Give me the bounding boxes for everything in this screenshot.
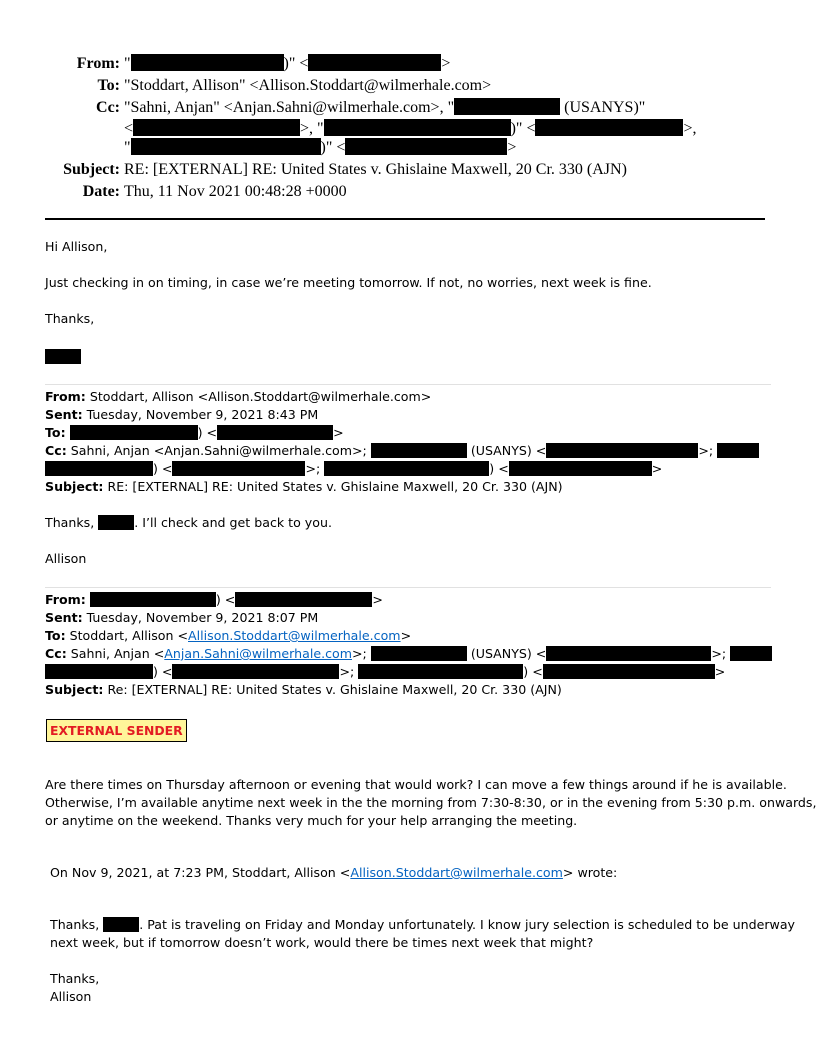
message2-sent: Sent: Tuesday, November 9, 2021 8:43 PM (45, 407, 319, 422)
redaction (131, 138, 321, 155)
message3-cc-line-2: ) < >; ) < > (45, 663, 773, 681)
header-date-row (0, 181, 816, 203)
message3-body-line-2: Otherwise, I’m available anytime next week in the the morning from 7:30-8:30, or in the evening from 5:30 p.m. onwards, (45, 795, 816, 810)
email-link[interactable]: Allison.Stoddart@wilmerhale.com (350, 865, 563, 880)
redaction (98, 515, 134, 530)
message2-signature: Allison (45, 551, 87, 566)
message3-body-line-1: Are there times on Thursday afternoon or evening that would work? I can move a few things around if he is available. (45, 777, 787, 792)
email-link[interactable]: Anjan.Sahni@wilmerhale.com (164, 646, 352, 661)
quoted-body-line-2: next week, but if tomorrow doesn’t work, would there be times next week that might? (50, 935, 594, 950)
header-subject-label: Subject: (63, 161, 120, 178)
redaction (717, 443, 759, 458)
redaction (509, 461, 652, 476)
redaction (324, 119, 511, 136)
redaction (45, 664, 153, 679)
redaction (70, 425, 198, 440)
redaction (90, 592, 216, 607)
message3-sent: Sent: Tuesday, November 9, 2021 8:07 PM (45, 610, 319, 625)
external-sender-badge: EXTERNAL SENDER (46, 719, 187, 742)
redaction (543, 664, 715, 679)
header-subject-row (0, 159, 816, 181)
header-to-value: "Stoddart, Allison" <Allison.Stoddart@wilmerhale.com> (124, 77, 492, 94)
message2-from: From: Stoddart, Allison <Allison.Stoddart@wilmerhale.com> (45, 389, 432, 404)
message1-signoff: Thanks, (45, 311, 95, 326)
email-link[interactable]: Allison.Stoddart@wilmerhale.com (188, 628, 401, 643)
header-from-row (0, 53, 816, 75)
quoted-intro: On Nov 9, 2021, at 7:23 PM, Stoddart, Allison <Allison.Stoddart@wilmerhale.com> wrote: (50, 865, 618, 880)
message-separator (45, 587, 771, 588)
redaction (172, 664, 339, 679)
redaction (730, 646, 772, 661)
redaction (546, 443, 698, 458)
message3-subject: Subject: Re: [EXTERNAL] RE: United States v. Ghislaine Maxwell, 20 Cr. 330 (AJN) (45, 682, 562, 697)
redaction (371, 443, 467, 458)
redaction (546, 646, 711, 661)
header-date-value: Thu, 11 Nov 2021 00:48:28 +0000 (124, 183, 347, 200)
quoted-signature: Allison (50, 989, 92, 1004)
header-cc-row (0, 97, 816, 119)
redaction (45, 461, 153, 476)
message2-subject: Subject: RE: [EXTERNAL] RE: United States v. Ghislaine Maxwell, 20 Cr. 330 (AJN) (45, 479, 563, 494)
redaction (371, 646, 467, 661)
header-date-label: Date: (82, 183, 120, 200)
message2-body: Thanks, . I’ll check and get back to you. (45, 515, 332, 530)
redaction (324, 461, 489, 476)
redaction (535, 119, 683, 136)
redaction (454, 98, 560, 115)
header-cc-line-3: " )" < > (124, 139, 517, 156)
message2-to: To: ) < > (45, 425, 344, 440)
redaction (172, 461, 305, 476)
header-from-label: From: (76, 55, 120, 72)
email-header (0, 53, 816, 203)
redaction (308, 54, 441, 71)
message2-cc-line-2: ) < >; ) < > (45, 460, 773, 478)
redaction (358, 664, 523, 679)
redaction (103, 917, 139, 932)
redaction (235, 592, 372, 607)
header-from-value: " )" < > (124, 55, 451, 72)
header-subject-value: RE: [EXTERNAL] RE: United States v. Ghislaine Maxwell, 20 Cr. 330 (AJN) (124, 161, 627, 178)
message1-greeting: Hi Allison, (45, 239, 108, 254)
header-cc-line-2: < >, " )" < >, (124, 120, 697, 137)
header-to-row (0, 75, 816, 97)
message3-to: To: Stoddart, Allison <Allison.Stoddart@wilmerhale.com> (45, 628, 412, 643)
message3-from: From: ) < > (45, 592, 383, 607)
redaction (217, 425, 333, 440)
header-to-label: To: (97, 77, 120, 94)
redaction (131, 54, 284, 71)
quoted-body-line-1: Thanks, . Pat is traveling on Friday and Monday unfortunately. I know jury selection is scheduled to be underway (50, 917, 796, 932)
message2-cc: Cc: Sahni, Anjan <Anjan.Sahni@wilmerhale.com>; (USANYS) < >; (45, 442, 773, 460)
message3-body-line-3: or anytime on the weekend. Thanks very much for your help arranging the meeting. (45, 813, 578, 828)
header-cc-label: Cc: (96, 99, 120, 116)
message1-signature (45, 348, 773, 366)
message1-body: Just checking in on timing, in case we’re meeting tomorrow. If not, no worries, next week is fine. (45, 275, 652, 290)
message-separator (45, 384, 771, 385)
header-cc-value: "Sahni, Anjan" <Anjan.Sahni@wilmerhale.com>, " (USANYS)" (124, 99, 646, 116)
header-divider (45, 218, 765, 220)
redaction (345, 138, 507, 155)
message3-cc: Cc: Sahni, Anjan <Anjan.Sahni@wilmerhale.com>; (USANYS) < >; (45, 645, 773, 663)
quoted-signoff: Thanks, (50, 971, 100, 986)
redaction (133, 119, 300, 136)
redaction (45, 349, 81, 364)
